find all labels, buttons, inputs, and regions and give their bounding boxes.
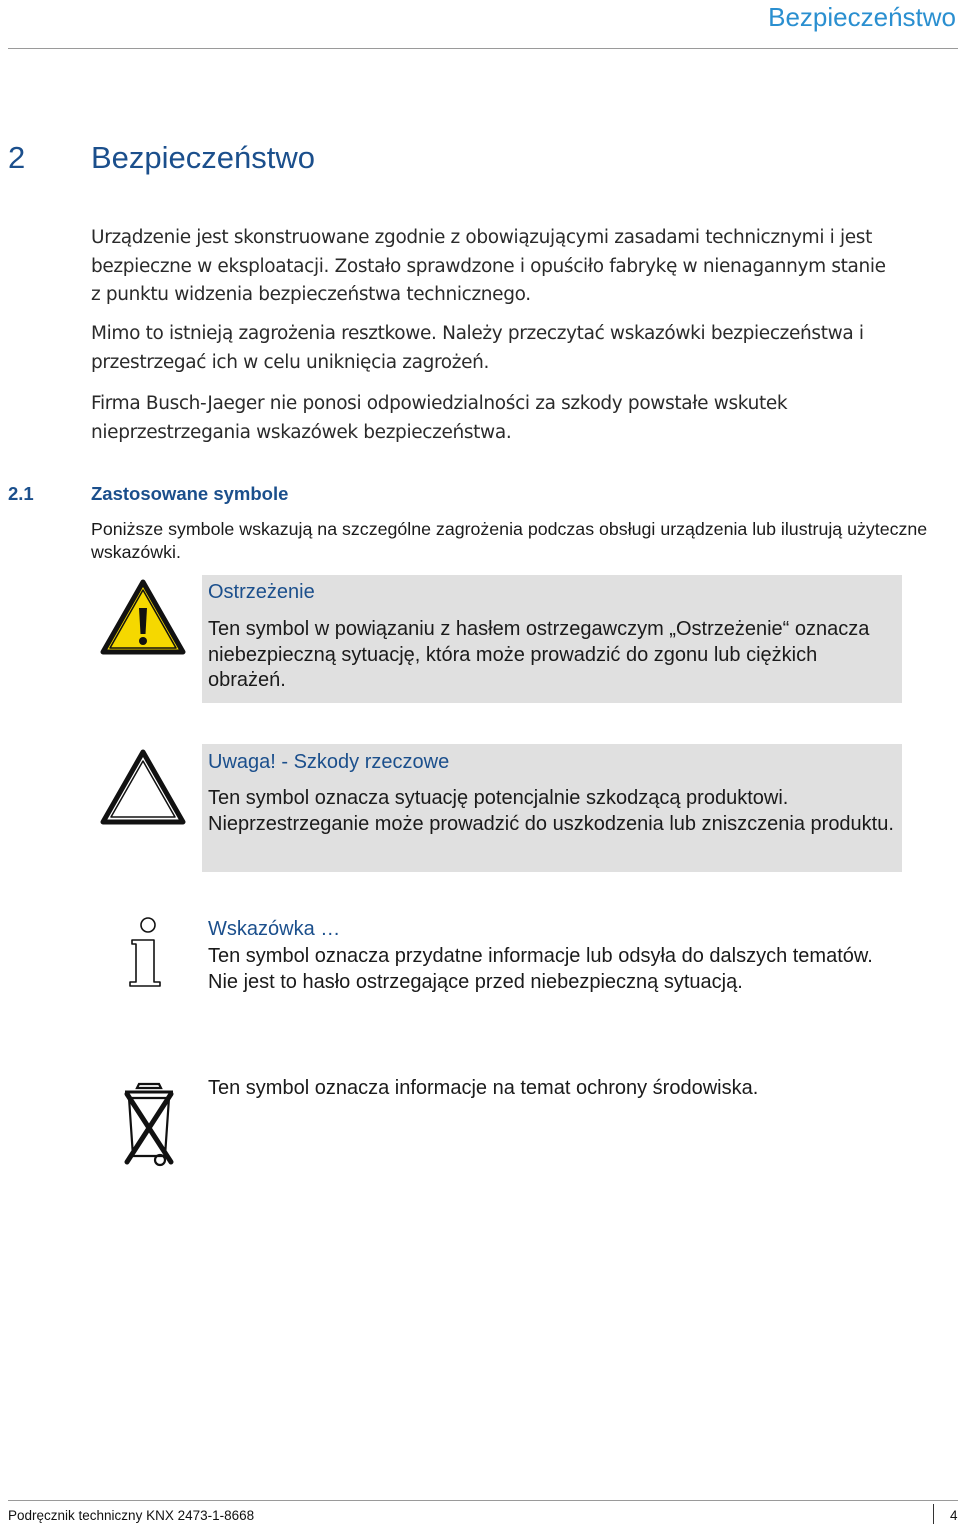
page-number: 4 (950, 1508, 958, 1523)
caution-triangle-icon (99, 748, 187, 826)
footer-separator (933, 1504, 934, 1524)
paragraph-residual-risks: Mimo to istnieją zagrożenia resztkowe. Należy przeczytać wskazówki bezpieczeństwa i przestrzegać ich w celu uniknięcia zagrożeń. (91, 323, 864, 373)
warning-heading: Ostrzeżenie (208, 581, 315, 603)
footer-document-title: Podręcznik techniczny KNX 2473-1-8668 (8, 1508, 255, 1523)
warning-triangle-icon (99, 578, 187, 656)
environment-text: Ten symbol oznacza informacje na temat ochrony środowiska. (208, 1077, 759, 1099)
note-text: Ten symbol oznacza przydatne informacje lub odsyła do dalszych tematów. Nie jest to hasło ostrzegające przed niebezpieczną sytuacją. (208, 945, 873, 993)
caution-heading: Uwaga! - Szkody rzeczowe (208, 751, 450, 773)
info-icon (126, 916, 166, 988)
footer-divider (8, 1500, 958, 1501)
paragraph-intro: Urządzenie jest skonstruowane zgodnie z obowiązującymi zasadami technicznymi i jest bezpieczne w eksploatacji. Zostało sprawdzone i opuściło fabrykę w nienagannym stanie z punktu widzenia bezpieczeństwa technicznego. (91, 227, 886, 305)
section-number: 2.1 (8, 483, 34, 504)
caution-text: Ten symbol oznacza sytuację potencjalnie szkodzącą produktowi. Nieprzestrzeganie może prowadzić do uszkodzenia lub zniszczenia produktu. (208, 787, 894, 835)
note-heading: Wskazówka … (208, 918, 341, 940)
warning-text: Ten symbol w powiązaniu z hasłem ostrzegawczym „Ostrzeżenie“ oznacza niebezpieczną sytuację, która może prowadzić do zgonu lub ciężkich obrażeń. (208, 618, 870, 691)
paragraph-liability: Firma Busch-Jaeger nie ponosi odpowiedzialności za szkody powstałe wskutek nieprzestrzegania wskazówek bezpieczeństwa. (91, 393, 788, 443)
crossed-bin-icon (113, 1078, 185, 1170)
chapter-number: 2 (8, 140, 26, 175)
header-divider (8, 48, 958, 49)
running-header-title: Bezpieczeństwo (768, 2, 956, 32)
section-title: Zastosowane symbole (91, 483, 289, 504)
chapter-title: Bezpieczeństwo (91, 140, 316, 175)
section-intro: Poniższe symbole wskazują na szczególne zagrożenia podczas obsługi urządzenia lub ilustrują użyteczne wskazówki. (91, 519, 928, 562)
